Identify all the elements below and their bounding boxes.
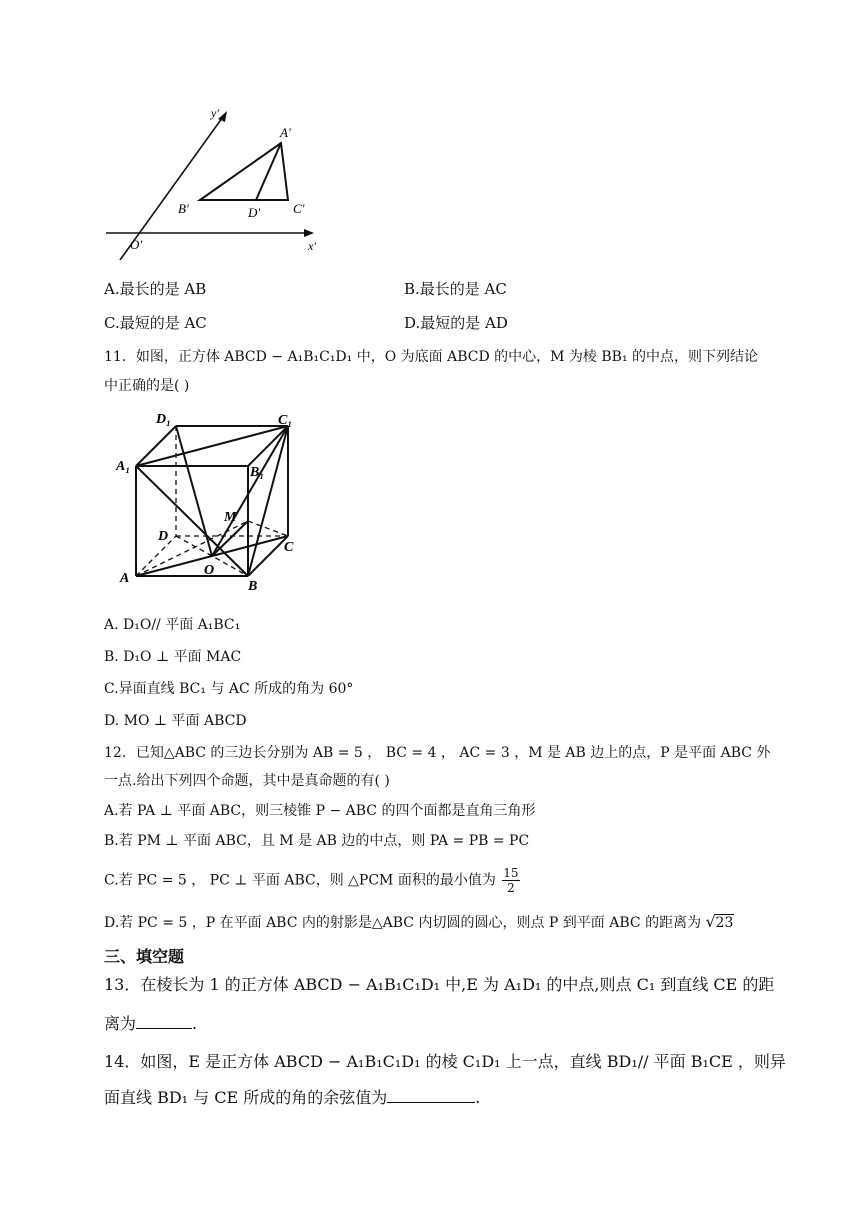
q12-option-a: A.若 PA ⊥ 平面 ABC，则三棱锥 P − ABC 的四个面都是直角三角形	[104, 803, 536, 819]
section-title: 三、填空题	[104, 947, 185, 966]
q12-option-b: B.若 PM ⊥ 平面 ABC，且 M 是 AB 边的中点，则 PA = PB = PC	[104, 833, 530, 849]
label-m: M	[224, 510, 237, 525]
q10-option-a: A.最长的是 AB	[104, 280, 207, 298]
q12-option-d-text: D.若 PC = 5 ，P 在平面 ABC 内的射影是△ABC 内切圆的圆心，则点 P 到平面 ABC 的距离为	[104, 915, 702, 931]
label-b: B	[248, 579, 258, 594]
point-b-label: B'	[178, 201, 189, 216]
q10-option-c: C.最短的是 AC	[104, 314, 207, 332]
q14-stem-line1: 14．如图，E 是正方体 ABCD − A₁B₁C₁D₁ 的棱 C₁D₁ 上一点，直线 BD₁// 平面 B₁CE ，则异	[104, 1052, 786, 1071]
q11-option-a: A. D₁O// 平面 A₁BC₁	[104, 617, 241, 633]
label-b1: B₁	[250, 465, 265, 480]
q12-stem-line2: 一点.给出下列四个命题，其中是真命题的有( )	[104, 773, 390, 789]
triangle-abc	[200, 143, 288, 200]
q14-answer-blank[interactable]	[387, 1088, 475, 1103]
q11-option-b: B. D₁O ⊥ 平面 MAC	[104, 649, 242, 665]
point-c-label: C'	[293, 201, 305, 216]
q10-option-b: B.最长的是 AC	[404, 280, 507, 298]
label-c1: C₁	[278, 413, 293, 428]
q10-option-d: D.最短的是 AD	[404, 314, 508, 332]
x-axis-arrow	[304, 229, 314, 237]
axis-x-label: x'	[308, 239, 316, 253]
oblique-triangle-figure	[100, 100, 330, 260]
q13-answer-blank[interactable]	[136, 1014, 192, 1029]
point-a-label: A'	[280, 125, 291, 140]
q14-line2-suffix: .	[475, 1088, 481, 1107]
point-d-label: D'	[248, 205, 261, 220]
label-o: O	[204, 563, 215, 578]
sqrt-icon: √	[705, 912, 716, 931]
q12-option-c-text: C.若 PC = 5 ， PC ⊥ 平面 ABC，则 △PCM 面积的最小值为	[104, 872, 496, 889]
q11-option-d: D. MO ⊥ 平面 ABCD	[104, 713, 247, 729]
q14-line2-prefix: 面直线 BD₁ 与 CE 所成的角的余弦值为	[104, 1088, 388, 1107]
fraction	[502, 866, 519, 895]
q12-stem-line1: 12．已知△ABC 的三边长分别为 AB = 5 ， BC = 4 ， AC = 3 ，M 是 AB 边上的点，P 是平面 ABC 外	[104, 745, 771, 761]
fraction-denominator: 2	[507, 881, 515, 895]
label-a: A	[120, 571, 130, 586]
q13-stem-line2	[104, 1011, 197, 1034]
sqrt-expression	[705, 912, 735, 931]
origin-label: O'	[130, 237, 143, 252]
label-a1: A₁	[116, 459, 131, 474]
cube-figure	[112, 408, 312, 594]
q11-stem-line2: 中正确的是( )	[104, 378, 190, 394]
q11-option-c: C.异面直线 BC₁ 与 AC 所成的角为 60°	[104, 681, 354, 697]
label-d1: D₁	[156, 412, 171, 427]
q13-line2-prefix: 离为	[104, 1014, 137, 1033]
y-axis-arrow	[218, 111, 227, 122]
axis-y-label: y'	[211, 106, 219, 120]
q13-stem-line1: 13．在棱长为 1 的正方体 ABCD − A₁B₁C₁D₁ 中,E 为 A₁D₁ 的中点,则点 C₁ 到直线 CE 的距	[104, 975, 775, 994]
q11-stem-line1: 11．如图，正方体 ABCD − A₁B₁C₁D₁ 中，O 为底面 ABCD 的中心，M 为棱 BB₁ 的中点，则下列结论	[104, 349, 759, 365]
label-d: D	[158, 529, 169, 544]
q12-option-d	[104, 912, 734, 932]
fraction-numerator: 15	[503, 866, 519, 880]
q14-stem-line2	[104, 1085, 480, 1108]
sqrt-radicand: 23	[715, 915, 734, 931]
q12-option-c	[104, 866, 520, 895]
q13-line2-suffix: .	[192, 1014, 198, 1033]
label-c: C	[284, 540, 294, 555]
